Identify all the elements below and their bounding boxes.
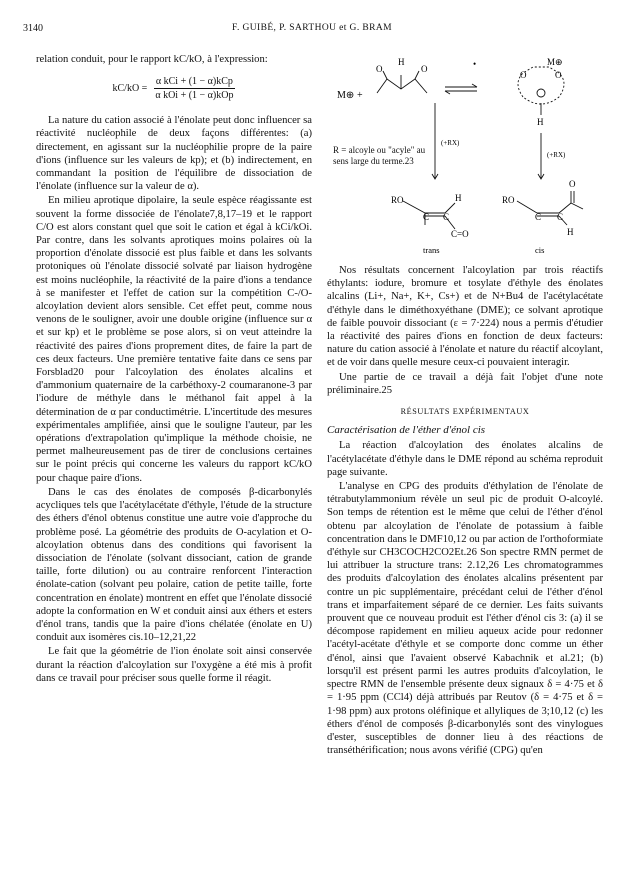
paragraph-aprotic-medium: En milieu aprotique dipolaire, la seule espèce réagissante est souvent la forme dissociée de l'énolate7,8,17–19 et le rapport C/O est alors constant quel que soit le cation et égal à kCi/kOi. Par contre, dans les solvants aprotiques moins polaires où la proportion d'énolate dissocié est plus faible et dans les solvants protoniques où l'énolate dissocié solvaté par liaison hydrogène est moins nucléophile, la réactivité de la paire d'ions a tendance à se manifester et l'effet de cation sur la compétition C-/O-alcoylation devient alors sensible. Cet effet peut, comme nous venons de le souligner, avoir une double origine (influence sur α et sur kp) et le problème se pose alors, si on veut atteindre la réactivité des paires d'ions proprement dites, de faire la part de ces deux facteurs. Une première tentative faite dans ce sens par Forsblad20 pour l'alcoylation des énolates alcalins et d'ammonium quaternaire de la carbéthoxy-2 coumaranone-3 par l'iodure de méthyle dans le méthanol fait appel à la détermination de α par conductimétrie. L'incertitude des mesures expérimentales amplifiée, ainsi que le souligne l'auteur, par les opérations d'extrapolation qu'implique la méthode choisie, ne permet malheureusement pas de tirer de conclusions certaines sur le point précis qui concerne les valeurs du rapport kC/kO pour chaque paire d'ions. <box>36 195 312 484</box>
w-enolate-h: H <box>398 57 405 67</box>
plus-sign: + <box>357 90 363 101</box>
cation-label-left: M⊕ <box>337 90 355 101</box>
subsection-heading: Caractérisation de l'éther d'énol cis <box>327 424 486 437</box>
cis-c-label-1: C <box>535 212 542 222</box>
trans-c-label-2: C <box>443 212 450 222</box>
equilibrium-arrows <box>445 84 477 94</box>
formula-lhs: kC/kO = <box>112 83 148 95</box>
formula-numerator: α kCi + (1 − α)kCp <box>155 76 233 88</box>
formula-fraction <box>153 75 235 102</box>
cis-caption: cis <box>535 245 545 255</box>
paragraph-preliminary-note: Une partie de ce travail a déjà fait l'objet d'une note préliminaire.25 <box>327 371 603 396</box>
w-enolate-structure <box>377 71 427 93</box>
trans-caption: trans <box>423 245 440 255</box>
chelate-cation-label: M⊕ <box>547 57 563 67</box>
running-title: F. GUIBÉ, P. SARTHOU et G. BRAM <box>232 23 392 33</box>
u-enolate-h: H <box>537 117 544 127</box>
paragraph-reaction-scheme-ref: La réaction d'alcoylation des énolates alcalins de l'acétylacétate d'éthyle dans le DME répond au schéma reproduit page suivante. <box>327 440 603 478</box>
w-enolate-o-right: O <box>421 64 428 74</box>
paragraph-cation-nature: La nature du cation associé à l'énolate peut donc influencer sa réactivité nucléophile de deux façons différentes: (a) directement, en agissant sur la nucléophilie propre de la paire d'ions (influence sur les valeurs de kp); et (b) indirectement, en commandant la position de l'équilibre de dissociation de l'énolate (influence sur la valeur de α). <box>36 115 312 193</box>
trans-c-label-1: C <box>423 212 430 222</box>
r-definition-note: R = alcoyle ou "acyle" au sens large du terme.23 <box>333 145 426 166</box>
trans-h-label: H <box>455 193 462 203</box>
paragraph-dicarbonyl-enolates: Dans le cas des énolates de composés β-dicarbonylés acycliques tels que l'acétylacétate d'éthyle, l'étude de la structure des éthers d'énol obtenus constitue une autre voie d'approche du problème posé. La géométrie des produits de O-acylation et O-alcoylation obtenus dans des conditions qui favorisent la dissociation de l'énolate (solvant dissociant, cation de grande taille, forte dilution) ou au contraire renforcent l'interaction énolate-cation (solvant peu polaire, cation de petite taille, forte concentration en énolate) montrent en effet que l'énolate dissocié adopte la conformation en W et conduit ainsi aux éthers et esters d'énol trans, tandis que la paire d'ions chélatée (énolate en U) conduit aux isomères cis.10–12,21,22 <box>36 486 312 644</box>
left-column <box>36 53 312 686</box>
cis-h-label: H <box>567 227 574 237</box>
w-enolate-o-left: O <box>376 64 383 74</box>
paragraph-results-scope: Nos résultats concernent l'alcoylation par trois réactifs éthylants: iodure, bromure et tosylate d'éthyle des énolates alcalins (Li+, Na+, K+, Cs+) et de N+Bu4 de l'acétylacétate d'éthyle dans le diméthoxyéthane (DME); ce solvant aprotique de faible pouvoir dissociant (ε = 7·224) nous a permis d'étudier la réactivité des paires d'ions en fonction de deux facteurs: nature du cation associé à l'énolate et nature du réactif alcoylant, et de voir dans quelle mesure ceux-ci pouvaient interagir. <box>327 265 603 369</box>
dot-mark: • <box>473 59 477 69</box>
cis-c-label-2: C <box>557 212 564 222</box>
section-heading: RÉSULTATS EXPÉRIMENTAUX <box>400 407 530 417</box>
cis-o-label: O <box>569 179 576 189</box>
trans-ro-label: RO <box>391 195 404 205</box>
reaction-scheme <box>327 53 603 258</box>
paragraph-geometry-conservation: Le fait que la géométrie de l'ion énolate soit ainsi conservée durant la réaction d'alcoylation sur l'oxygène a été mis à profit dans ce travail pour préciser sous quelle forme il réagit. <box>36 646 312 684</box>
cis-ether-structure <box>517 191 583 225</box>
reagent-label-left: (+RX) <box>441 139 460 147</box>
right-column <box>327 53 603 758</box>
page-number: 3140 <box>23 23 43 34</box>
cis-ro-label: RO <box>502 195 515 205</box>
formula-denominator: α kOi + (1 − α)kOp <box>155 90 234 102</box>
running-header <box>0 0 624 40</box>
paragraph-cpg-analysis: L'analyse en CPG des produits d'éthylation de l'énolate de tétrabutylammonium révèle un seul pic de produit O-alcoylé. Son temps de rétention est le même que celui de l'éther d'énol obtenu par alcoylation de l'énolate de potassium à faible concentration dans le DMF10,12 ou par action de l'orthoformiate d'éthyle sur CH3COCH2CO2Et.26 Son spectre RMN permet de lui attribuer la structure trans: 2.12,26 Les chromatogrammes des produits d'alcoylation des énolates alcalins présentent par contre un pic supplémentaire, précédant celui de l'éther d'énol trans et imparfaitement séparé de ce dernier. Les faits suivants prouvent que ce nouveau produit est l'éther d'énol cis 3: (a) il se décompose rapidement en milieu aqueux acide pour redonner l'acétyl-acétate d'éthyle et se comporte donc comme un éther d'énol, ainsi que l'avaient observé Kabachnik et al.21; (b) lorsqu'il est présent parmi les autres produits d'alcoylation, le spectre RMN de l'ensemble présente deux signaux δ = 4·75 et δ = 1·95 ppm (CCl4) déjà attribués par Reutov (δ = 4·75 et δ = 1·98 ppm) aux protons oléfinique et allyliques de 3;10,12 (c) les éthers d'énol de composés β-dicarbonylés sont des vinylogues d'ester, susceptibles de donner lieu à des réactions de transéthérification; nous avons vérifié (CPG) qu'en <box>327 481 603 757</box>
u-enolate-o-left: O <box>520 70 527 80</box>
reagent-label-right: (+RX) <box>547 151 566 159</box>
u-enolate-o-right: O <box>555 70 562 80</box>
trans-carbonyl-label: C=O <box>451 229 469 239</box>
paragraph-intro: relation conduit, pour le rapport kC/kO, à l'expression: <box>36 54 268 65</box>
rate-ratio-formula <box>36 75 312 102</box>
